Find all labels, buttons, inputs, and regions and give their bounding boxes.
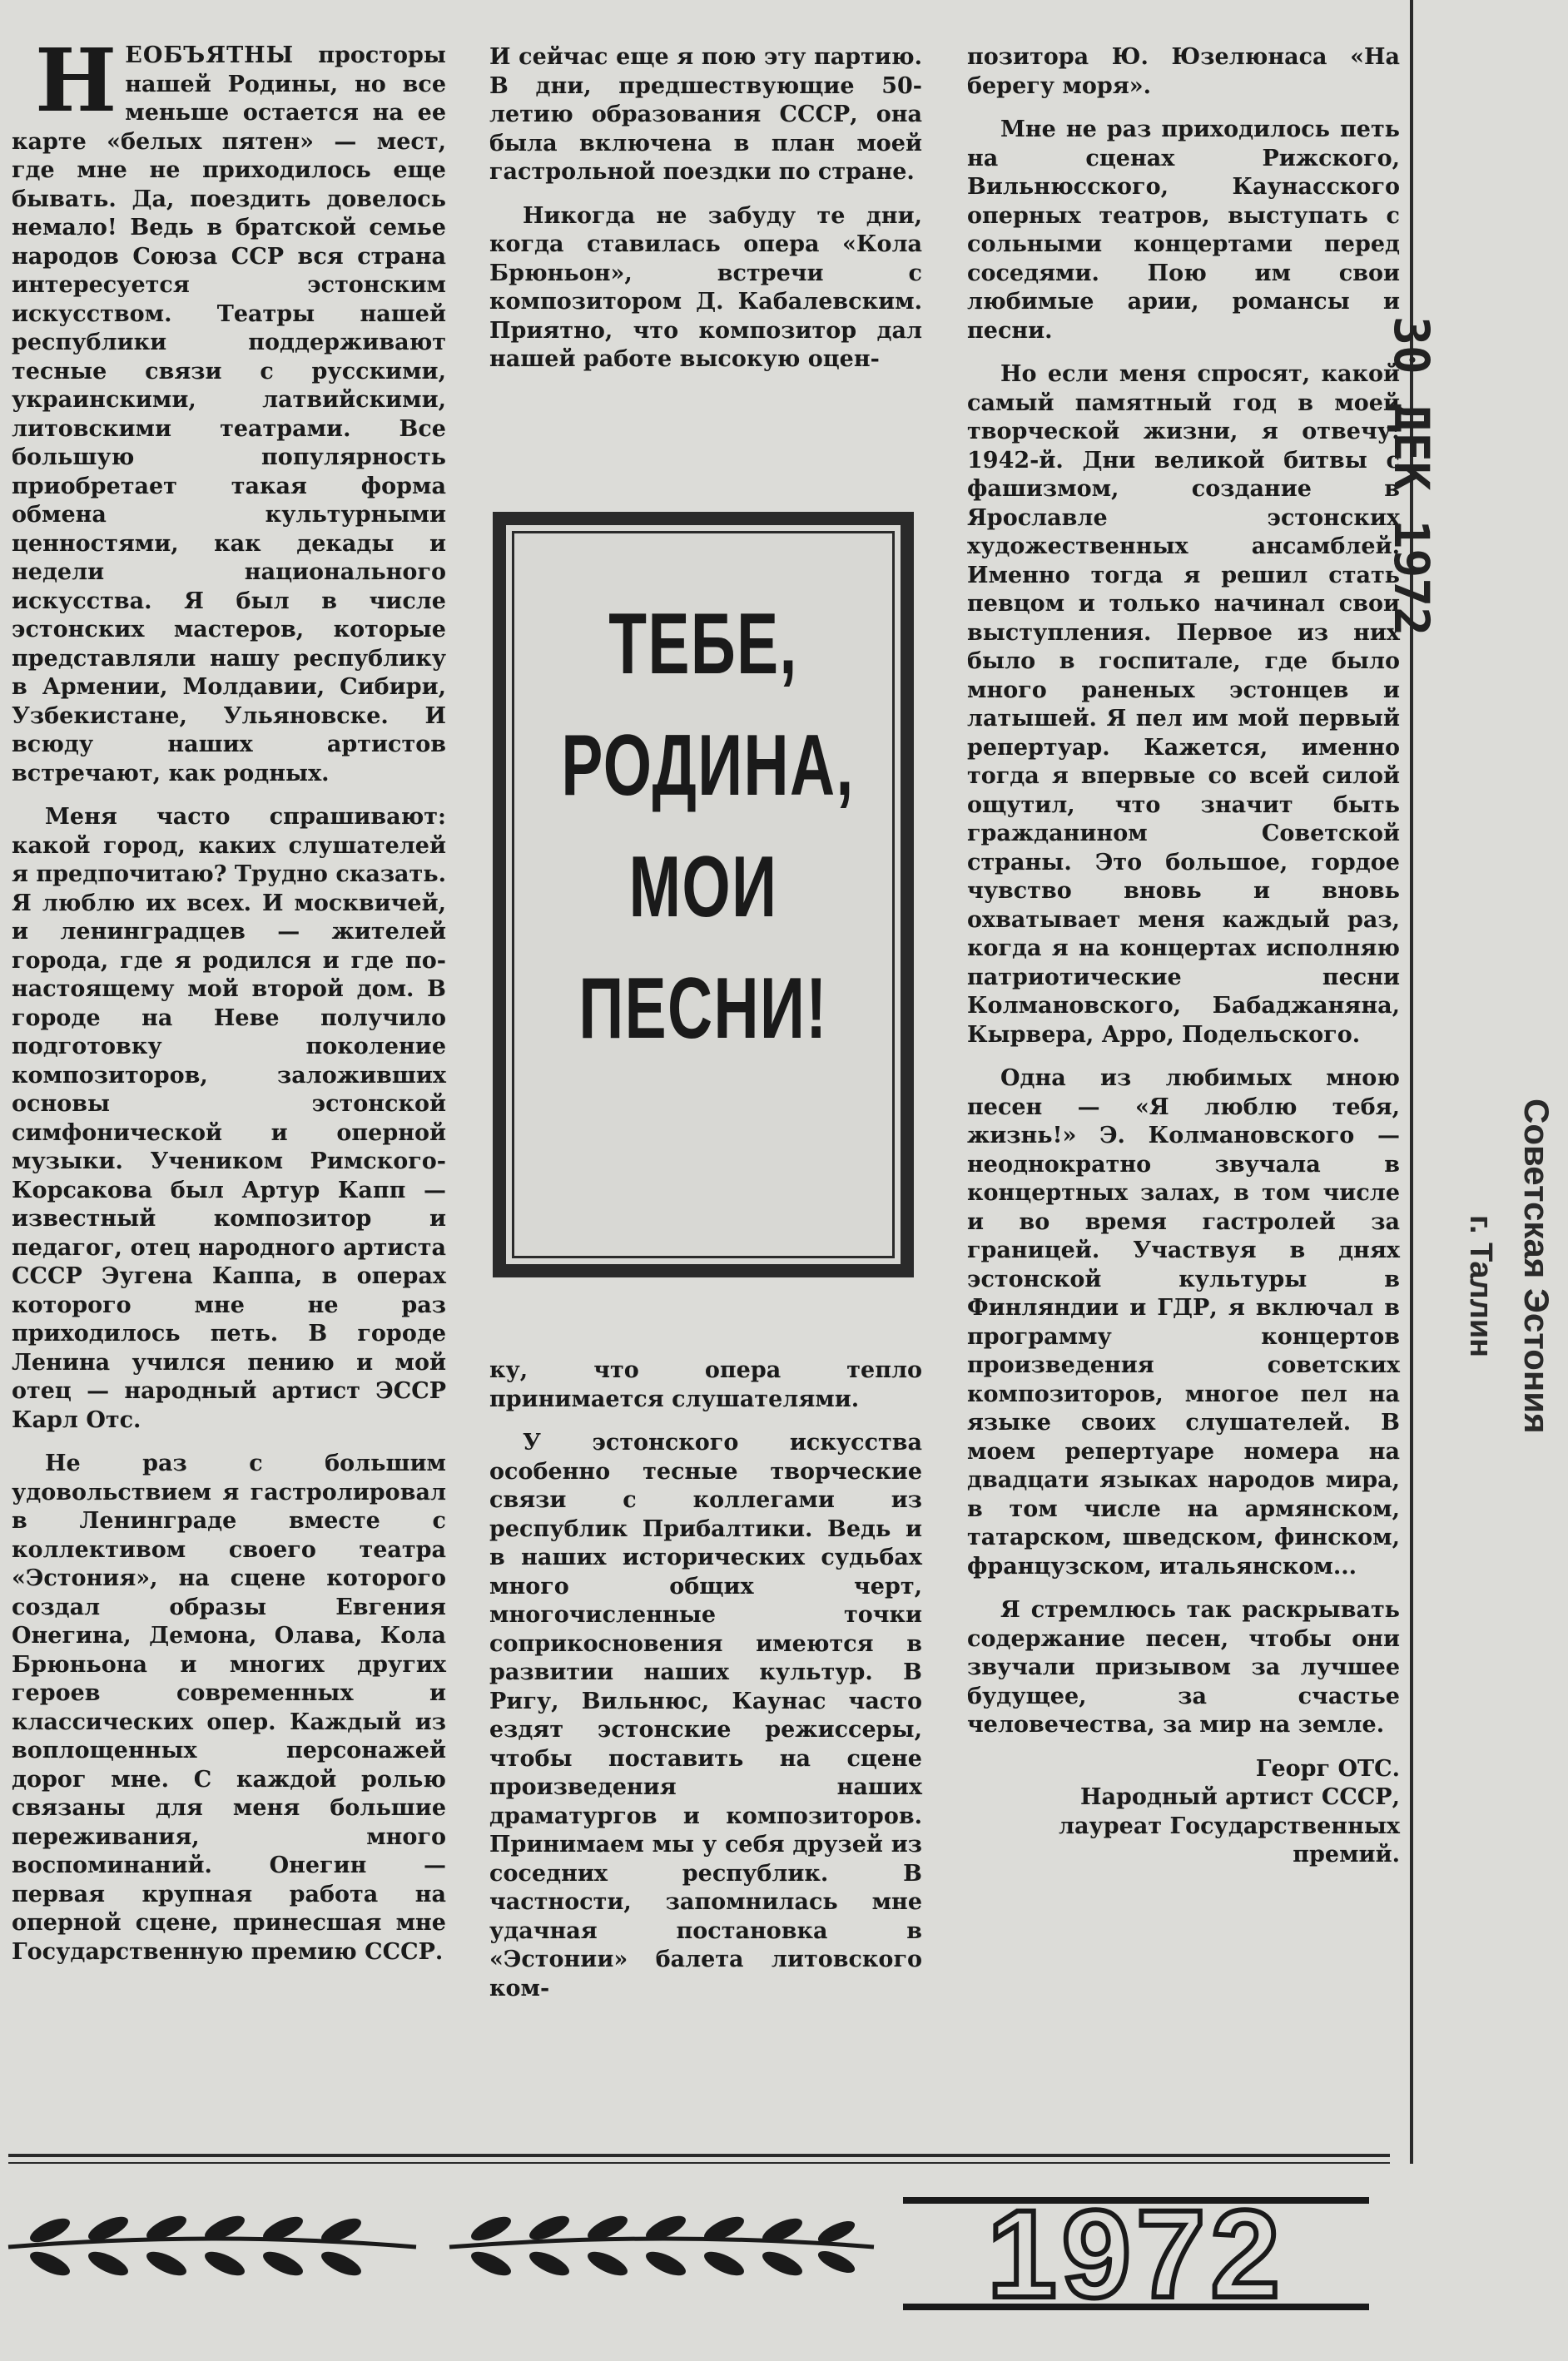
- author-title-1: Народный артист СССР,: [1079, 1784, 1400, 1810]
- article-paragraph: [12, 29, 446, 788]
- article-paragraph: Не раз с большим удовольствием я гастролировал в Ленинграде вместе с коллективом своего театра «Эстония», на сцене которого создал образы Евгения Онегина, Демона, Олава, Кола Брюньона и многих других героев современных и классических опер. Каждый из воплощенных персонажей дорог мне. С каждой ролью связаны для меня большие переживания, много воспоминаний. Онегин — первая крупная работа на оперной сцене, принесшая мне Государственную премию СССР.: [12, 1451, 446, 1965]
- article-paragraph: У эстонского искусства особенно тесные творческие связи с коллегами из республик Прибалтики. Ведь и в наших исторических судьбах много общих черт, многочисленные точки соприкосновения имеются в развитии наших культур. В Ригу, Вильнюс, Каунас часто ездят эстонские режиссеры, чтобы поставить на сцене произведения наших драматургов и композиторов. Принимаем мы у себя друзей из соседних республик. В частности, запомнилась мне удачная постановка в «Эстонии» балета литовского ком-: [489, 1430, 922, 2001]
- intro-caps: ЕОБЪЯТНЫ: [125, 42, 295, 68]
- article-paragraph: Я стремлюсь так раскрывать содержание песен, чтобы они звучали призывом за лучшее будущее, за счастье человечества, за мир на земле.: [967, 1597, 1400, 1738]
- article-paragraph: Никогда не забуду те дни, когда ставилась опера «Кола Брюньон», встречи с композитором Д. Кабалевским. Приятно, что композитор дал нашей работе высокую оцен-: [489, 202, 922, 372]
- article-paragraph: И сейчас еще я пою эту партию. В дни, предшествующие 50-летию образования СССР, она была включена в план моей гастрольной поездки по стране.: [489, 44, 922, 185]
- drop-cap: Н: [35, 29, 117, 131]
- date-stamp: 30 ДЕК 1972: [1383, 316, 1440, 637]
- headline-line-3: МОИ: [628, 839, 778, 935]
- article-column-3: [967, 43, 1400, 1870]
- article-column-2-top: [489, 43, 922, 389]
- headline-line-2: РОДИНА,: [561, 717, 855, 814]
- newspaper-name-stamp: Советская Эстония: [1517, 1099, 1556, 1434]
- author-signature: [967, 1755, 1400, 1870]
- article-paragraph: Меня часто спрашивают: какой город, каких слушателей я предпочитаю? Трудно сказать. Я люблю их всех. И москвичей, и ленинградцев — жителей города, где я родился и где по-настоящему мой второй дом. В городе на Неве получило подготовку поколение композиторов, заложивших основы эстонской симфонической и оперной музыки. Учеником Римского-Корсакова был Артур Капп — известный композитор и педагог, отец народного артиста СССР Эугена Каппа, в операх которого мне не раз приходилось петь. В городе Ленина учился пению и мой отец — народный артист ЭССР Карл Отс.: [12, 804, 446, 1433]
- intro-text: просторы нашей Родины, но все меньше остается на ее карте «белых пятен» — мест, где мне не приходилось еще бывать. Да, поездить довелось немало! Ведь в братской семье народов Союза ССР вся страна интересуется эстонским искусством. Театры нашей республики поддерживают тесные связи с русскими, украинскими, латвийскими, литовскими театрами. Все большую популярность приобретает такая форма обмена культурными ценностями, как декады и недели национального искусства. Я был в числе эстонских мастеров, которые представляли нашу республику в Армении, Молдавии, Сибири, Узбекистане, Ульяновске. И всюду наших артистов встречают, как родных.: [12, 42, 446, 786]
- headline-line-4: ПЕСНИ!: [578, 960, 828, 1057]
- article-paragraph: Но если меня спросят, какой самый памятный год в моей творческой жизни, я отвечу: 1942-й. Дни великой битвы с фашизмом, создание в Ярославле эстонских художественных ансамблей. Именно тогда я решил стать певцом и только начинал свои выступления. Первое из них было в госпитале, где было много раненых эстонцев и латышей. Я пел им мой первый репертуар. Кажется, именно тогда я впервые со всей силой ощутил, что значит быть гражданином Советской страны. Это большое, гордое чувство вновь и вновь охватывает меня каждый раз, когда я на концертах исполняю патриотические песни Колмановского, Бабаджаняна, Кырвера, Арро, Подельского.: [967, 361, 1400, 1048]
- bottom-rule-thin: [8, 2162, 1390, 2164]
- author-title-2: лауреат Государственных: [1058, 1813, 1400, 1839]
- headline-frame: [493, 512, 914, 1277]
- article-paragraph: ку, что опера тепло принимается слушателями.: [489, 1357, 922, 1412]
- bottom-rule: [8, 2154, 1390, 2157]
- headline: [561, 583, 855, 1069]
- article-column-2-bottom: [489, 1357, 922, 2018]
- headline-line-1: ТЕБЕ,: [608, 596, 798, 692]
- author-title-3: премий.: [1293, 1842, 1400, 1867]
- article-paragraph: Одна из любимых мною песен — «Я люблю тебя, жизнь!» Э. Колмановского — неоднократно звучала в концертных залах, в том числе и во время гастролей за границей. Участвуя в днях эстонской культуры в Финляндии и ГДР, я включал в программу концертов произведения советских композиторов, многое пел на языке своих слушателей. В моем репертуаре номера на двадцати языках народов мира, в том числе на армянском, татарском, шведском, финском, французском, итальянском...: [967, 1065, 1400, 1580]
- laurel-ornament-icon: [0, 2197, 882, 2297]
- article-paragraph: позитора Ю. Юзелюнаса «На берегу моря».: [967, 44, 1400, 99]
- year-banner: 1972: [903, 2197, 1369, 2310]
- author-name: Георг ОТС.: [1255, 1755, 1400, 1782]
- article-paragraph: Мне не раз приходилось петь на сценах Рижского, Вильнюсского, Каунасского оперных театров, выступать с сольными концертами перед соседями. Пою им свои любимые арии, романсы и песни.: [967, 117, 1400, 344]
- article-column-1: [12, 29, 446, 1982]
- city-stamp: г. Таллин: [1463, 1215, 1498, 1358]
